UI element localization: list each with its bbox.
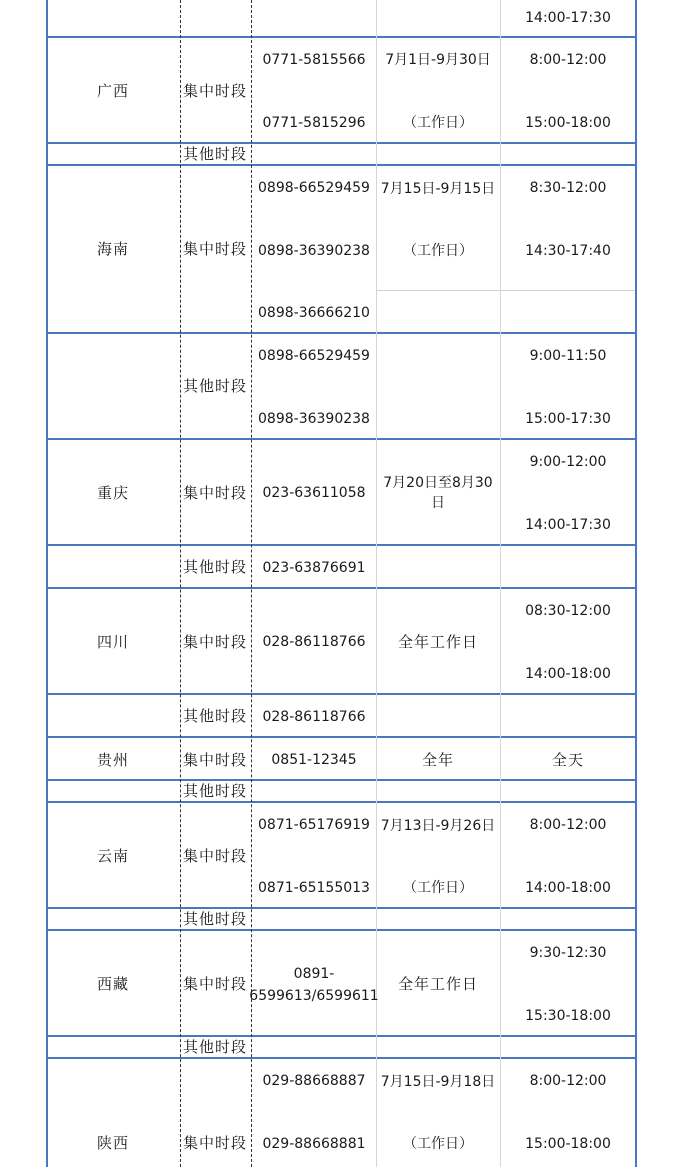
- time-cell: 9:30-12:30: [529, 945, 607, 961]
- period-label: 其他时段: [182, 1038, 248, 1056]
- period-label: 其他时段: [182, 558, 248, 576]
- row-border: [46, 164, 637, 166]
- period-label: 其他时段: [182, 910, 248, 928]
- table-right-border: [635, 0, 637, 1167]
- phone-cell: 0898-36390238: [258, 411, 370, 427]
- time-cell: 8:00-12:00: [529, 52, 607, 68]
- period-label: 集中时段: [182, 633, 248, 651]
- date-cell: 7月13日-9月26日: [380, 818, 496, 834]
- time-cell: 14:30-17:40: [525, 243, 611, 259]
- row-border: [46, 779, 637, 781]
- date-cell: 全年工作日: [397, 975, 479, 993]
- period-label: 集中时段: [182, 1134, 248, 1152]
- province-name: 贵州: [96, 751, 130, 769]
- row-border: [46, 736, 637, 738]
- time-cell: 15:00-17:30: [525, 411, 611, 427]
- phone-cell: 0771-5815566: [262, 52, 366, 68]
- phone-cell: 0851-12345: [271, 752, 357, 768]
- phone-cell: 0898-36666210: [258, 305, 370, 321]
- period-label: 集中时段: [182, 975, 248, 993]
- row-border: [46, 693, 637, 695]
- province-name: 广西: [96, 82, 130, 100]
- province-name: 海南: [96, 240, 130, 258]
- row-border: [46, 438, 637, 440]
- time-cell: 全天: [551, 751, 585, 769]
- province-name: 西藏: [96, 975, 130, 993]
- province-name: 陕西: [96, 1134, 130, 1152]
- period-label: 其他时段: [182, 707, 248, 725]
- period-label: 其他时段: [182, 145, 248, 163]
- time-cell: 9:00-11:50: [529, 348, 607, 364]
- time-cell: 14:00-18:00: [525, 880, 611, 896]
- phone-cell: 029-88668881: [262, 1136, 366, 1152]
- date-note: （工作日）: [403, 115, 473, 131]
- row-border: [46, 587, 637, 589]
- time-cell: 15:30-18:00: [525, 1008, 611, 1024]
- row-border: [46, 544, 637, 546]
- table-left-border: [46, 0, 48, 1167]
- row-border: [46, 801, 637, 803]
- row-border: [46, 907, 637, 909]
- row-border: [46, 1057, 637, 1059]
- time-cell: 8:00-12:00: [529, 1073, 607, 1089]
- period-label: 其他时段: [182, 377, 248, 395]
- column-divider: [500, 0, 501, 1167]
- date-cell: 7月20日至8月30日: [383, 475, 493, 511]
- row-border: [46, 36, 637, 38]
- period-label: 集中时段: [182, 847, 248, 865]
- phone-cell: 029-88668887: [262, 1073, 366, 1089]
- date-note: （工作日）: [403, 880, 473, 896]
- period-label: 集中时段: [182, 751, 248, 769]
- phone-cell: 023-63611058: [262, 485, 366, 501]
- date-note: （工作日）: [403, 243, 473, 259]
- phone-cell: 0871-65155013: [258, 880, 370, 896]
- date-cell: 7月15日-9月15日: [380, 181, 496, 197]
- time-cell: 15:00-18:00: [525, 1136, 611, 1152]
- row-border: [46, 142, 637, 144]
- time-cell: 8:00-12:00: [529, 817, 607, 833]
- time-cell: 8:30-12:00: [529, 180, 607, 196]
- phone-cell: 023-63876691: [262, 560, 366, 576]
- date-cell: 全年工作日: [397, 633, 479, 651]
- province-name: 重庆: [96, 484, 130, 502]
- province-name: 云南: [96, 847, 130, 865]
- row-border: [46, 929, 637, 931]
- column-divider: [180, 0, 181, 1167]
- time-cell: 9:00-12:00: [529, 454, 607, 470]
- time-cell: 08:30-12:00: [525, 603, 611, 619]
- phone-cell: 0898-36390238: [258, 243, 370, 259]
- period-label: 集中时段: [182, 82, 248, 100]
- period-label: 集中时段: [182, 240, 248, 258]
- row-border: [46, 1035, 637, 1037]
- phone-cell: 0771-5815296: [262, 115, 366, 131]
- phone-cell: 028-86118766: [262, 634, 366, 650]
- phone-cell: 0891-: [293, 966, 335, 982]
- time-cell: 14:00-17:30: [525, 517, 611, 533]
- date-note: （工作日）: [403, 1136, 473, 1152]
- date-cell: 7月1日-9月30日: [385, 52, 491, 68]
- time-cell: 14:00-18:00: [525, 666, 611, 682]
- period-label: 其他时段: [182, 782, 248, 800]
- time-cell: 15:00-18:00: [525, 115, 611, 131]
- time-cell: 14:00-17:30: [525, 10, 611, 26]
- phone-cell: 0871-65176919: [258, 817, 370, 833]
- phone-cell: 028-86118766: [262, 709, 366, 725]
- phone-cell: 0898-66529459: [258, 180, 370, 196]
- date-cell: 7月15日-9月18日: [380, 1074, 496, 1090]
- phone-cell: 6599613/6599611: [249, 988, 379, 1004]
- phone-cell: 0898-66529459: [258, 348, 370, 364]
- row-border-light: [376, 290, 637, 291]
- row-border: [46, 332, 637, 334]
- province-name: 四川: [96, 633, 130, 651]
- period-label: 集中时段: [182, 484, 248, 502]
- date-cell: 全年: [421, 751, 455, 769]
